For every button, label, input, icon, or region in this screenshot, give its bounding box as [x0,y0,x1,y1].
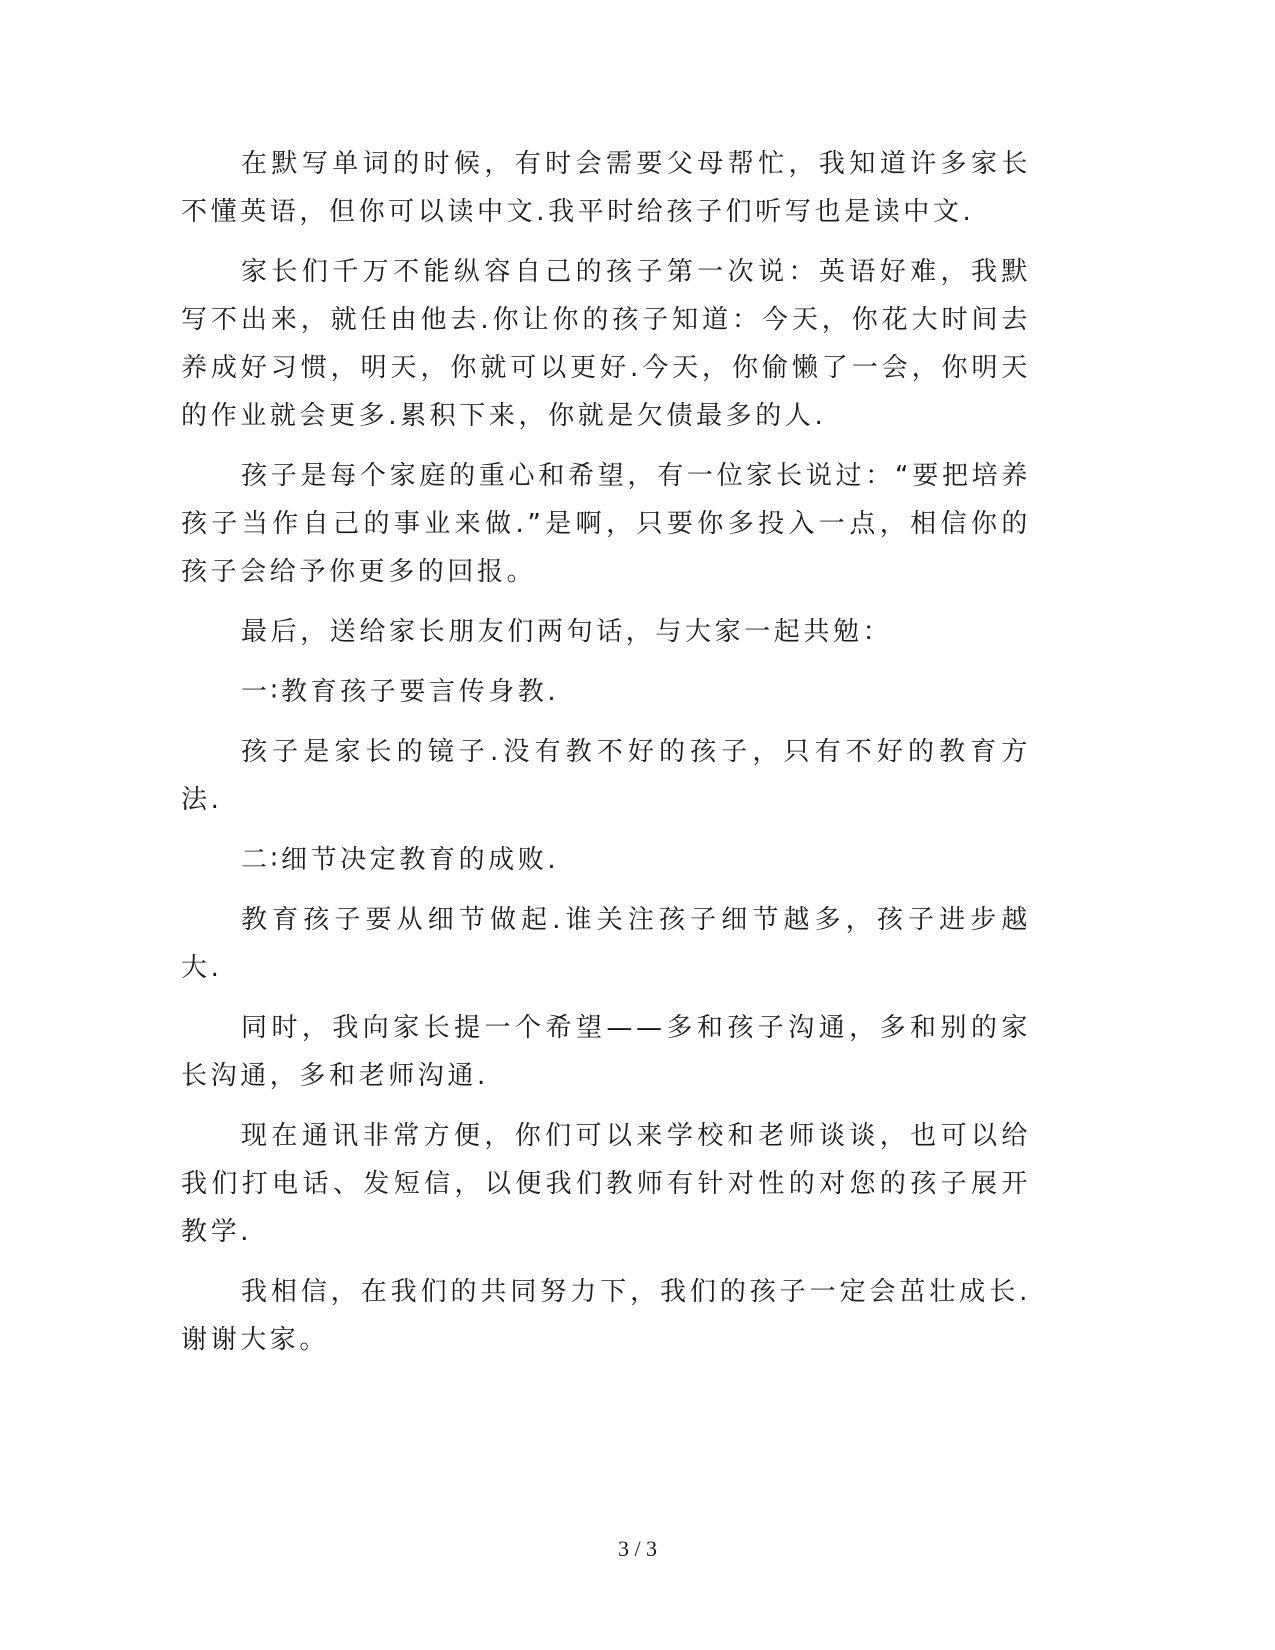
paragraph-contact-methods: 现在通讯非常方便，你们可以来学校和老师谈谈，也可以给我们打电话、发短信，以便我们教师有针对性的对您的孩子展开教学. [181,1121,1031,1247]
document-body [181,140,1031,1376]
paragraph-child-hope: 孩子是每个家庭的重心和希望，有一位家长说过：“要把培养孩子当作自己的事业来做.”是啊，只要你多投入一点，相信你的孩子会给予你更多的回报。 [181,461,1031,587]
paragraph-closing-thanks: 我相信，在我们的共同努力下，我们的孩子一定会茁壮成长.谢谢大家。 [181,1277,1031,1355]
paragraph-dictation-help: 在默写单词的时候，有时会需要父母帮忙，我知道许多家长不懂英语，但你可以读中文.我平时给孩子们听写也是读中文. [181,149,1031,227]
paragraph-point-one-detail: 孩子是家长的镜子.没有教不好的孩子，只有不好的教育方法. [181,737,1031,815]
page-number: 3 / 3 [617,1536,658,1561]
paragraph-closing-intro: 最后，送给家长朋友们两句话，与大家一起共勉： [241,617,893,647]
paragraph-point-two: 二∶细节决定教育的成败. [241,845,560,875]
paragraph-point-two-detail: 教育孩子要从细节做起.谁关注孩子细节越多，孩子进步越大. [181,905,1031,983]
paragraph-good-habits: 家长们千万不能纵容自己的孩子第一次说：英语好难，我默写不出来，就任由他去.你让你的孩子知道：今天，你花大时间去养成好习惯，明天，你就可以更好.今天，你偷懒了一会，你明天的作业就会更多.累积下来，你就是欠债最多的人. [181,257,1031,431]
paragraph-communication-hope: 同时，我向家长提一个希望——多和孩子沟通，多和别的家长沟通，多和老师沟通. [181,1013,1031,1091]
paragraph-point-one: 一∶教育孩子要言传身教. [241,677,560,707]
